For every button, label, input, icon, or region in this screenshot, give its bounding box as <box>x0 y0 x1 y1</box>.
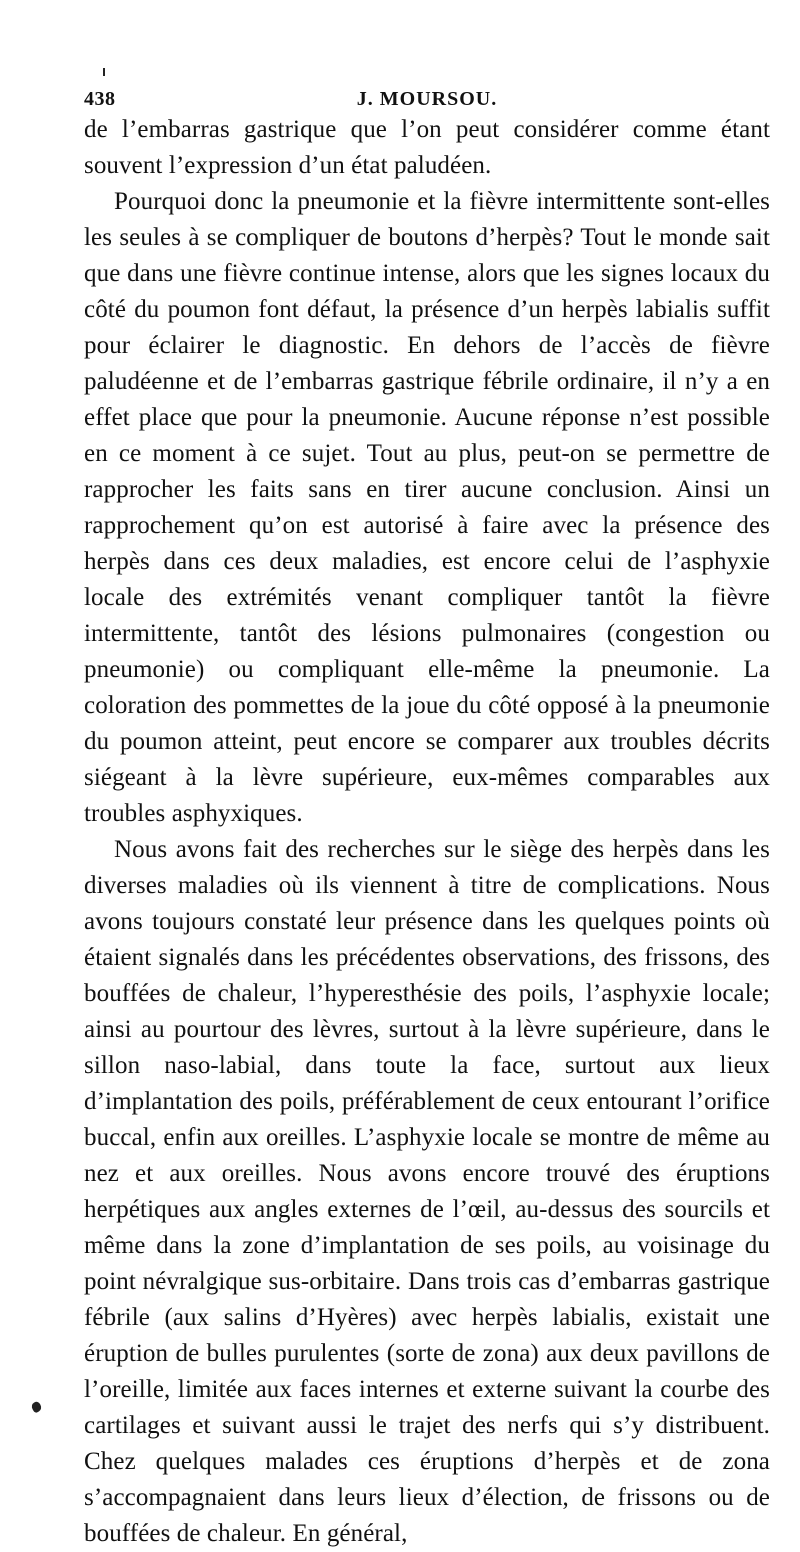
ink-blot <box>30 1400 43 1413</box>
paragraph: Pourquoi donc la pneumonie et la fièvre intermittente sont-elles les seules à se compliquer de boutons d’herpès? Tout le monde sait que dans une fièvre continue intense, alors que les signes locaux du côté du poumon font défaut, la présence d’un herpès labialis suffit pour éclairer le diagnostic. En dehors de l’accès de fièvre paludéenne et de l’embarras gastrique fébrile ordinaire, il n’y a en effet place que pour la pneumonie. Aucune réponse n’est possible en ce moment à ce sujet. Tout au plus, peut-on se permettre de rapprocher les faits sans en tirer aucune conclusion. Ainsi un rapprochement qu’on est autorisé à faire avec la présence des herpès dans ces deux maladies, est encore celui de l’asphyxie locale des extrémités venant compliquer tantôt la fièvre intermittente, tantôt des lésions pulmonaires (congestion ou pneumonie) ou compliquant elle-même la pneumonie. La coloration des pommettes de la joue du côté opposé à la pneumonie du poumon atteint, peut encore se comparer aux troubles décrits siégeant à la lèvre supérieure, eux-mêmes comparables aux troubles asphyxiques. <box>84 188 770 827</box>
running-head-author: J. MOURSOU. <box>356 88 498 110</box>
paragraph: Nous avons fait des recherches sur le siège des herpès dans les diverses maladies où ils viennent à titre de complications. Nous avons toujours constaté leur présence dans les quelques points où étaient signalés dans les précédentes observations, des frissons, des bouffées de chaleur, l’hyperesthésie des poils, l’asphyxie locale; ainsi au pourtour des lèvres, surtout à la lèvre supérieure, dans le sillon naso-labial, dans toute la face, surtout aux lieux d’implantation des poils, préférablement de ceux entourant l’orifice buccal, enfin aux oreilles. L’asphyxie locale se montre de même au nez et aux oreilles. Nous avons encore trouvé des éruptions herpétiques aux angles externes de l’œil, au-dessus des sourcils et même dans la zone d’implantation de ses poils, au voisinage du point névralgique sus-orbitaire. Dans trois cas d’embarras gastrique fébrile (aux salins d’Hyères) avec herpès labialis, existait une éruption de bulles purulentes (sorte de zona) aux deux pavillons de l’oreille, limitée aux faces internes et externe suivant la courbe des cartilages et suivant aussi le trajet des nerfs qui s’y distribuent. Chez quelques malades ces éruptions d’herpès et de zona s’accompagnaient dans leurs lieux d’élection, de frissons ou de bouffées de chaleur. En général, <box>84 836 770 1547</box>
running-head <box>84 60 770 110</box>
paragraph: de l’embarras gastrique que l’on peut considérer comme étant souvent l’expression d’un état paludéen. <box>84 116 770 179</box>
body-text <box>84 112 770 1552</box>
page <box>84 60 770 1552</box>
page-number: 438 <box>84 88 116 110</box>
